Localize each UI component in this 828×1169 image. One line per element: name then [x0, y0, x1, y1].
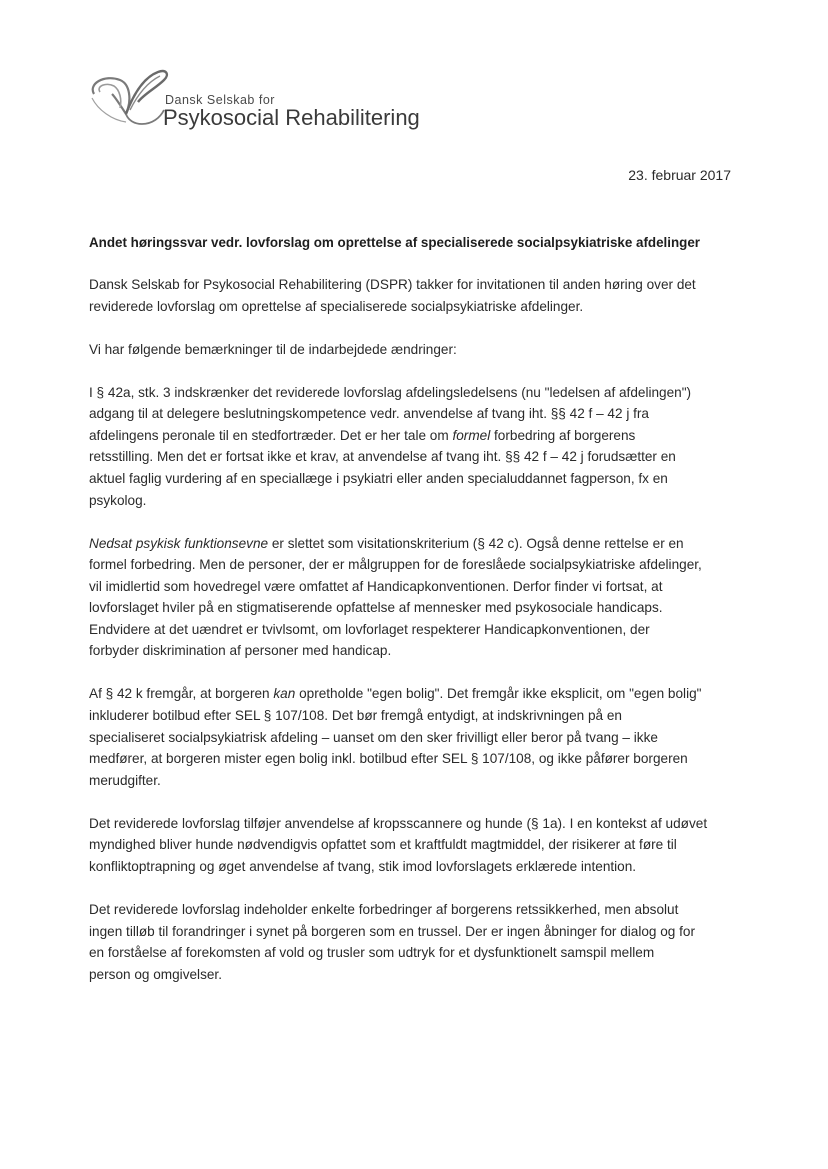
text-segment: er slettet som visitationskriterium (§ 42 c). Også denne rettelse er en	[268, 535, 684, 551]
text-line: reviderede lovforslag om oprettelse af specialiserede socialpsykiatriske afdelinger.	[89, 298, 584, 314]
text-segment: Af § 42 k fremgår, at borgeren	[89, 686, 274, 702]
text-line: Det reviderede lovforslag tilføjer anvendelse af kropsscannere og hunde (§ 1a). I en kontekst af udøvet	[89, 815, 708, 831]
text-line: I § 42a, stk. 3 indskrænker det reviderede lovforslag afdelingsledelsens (nu "ledelsen af afdelingen")	[89, 384, 692, 400]
text-line: ingen tilløb til forandringer i synet på borgeren som en trussel. Der er ingen åbninger for dialog og for	[89, 923, 696, 939]
text-segment: afdelingens peronale til en stedfortræder. Det er her tale om	[89, 427, 453, 443]
letterhead-logo	[86, 64, 420, 134]
text-line: aktuel faglig vurdering af en speciallæge i psykiatri eller anden specialuddannet fagperson, fx en	[89, 470, 668, 486]
letter-body	[89, 274, 749, 1007]
paragraph-section-42a	[89, 382, 749, 512]
text-line: Dansk Selskab for Psykosocial Rehabilitering (DSPR) takker for invitationen til anden høring over det	[89, 277, 696, 292]
org-name-small: Dansk Selskab for	[165, 93, 275, 107]
text-line: konfliktoptrapning og øget anvendelse af tvang, stik imod lovforslagets erklærede intention.	[89, 859, 637, 875]
text-line: adgang til at delegere beslutningskompetence vedr. anvendelse af tvang iht. §§ 42 f – 42 j fra	[89, 406, 649, 422]
text-line: retsstilling. Men det er fortsat ikke et krav, at anvendelse af tvang iht. §§ 42 f – 42 j forudsætter en	[89, 449, 676, 465]
paragraph-remarks-lead	[89, 339, 749, 361]
paragraph-intro	[89, 274, 749, 317]
letter-date: 23. februar 2017	[628, 167, 731, 183]
text-line: medfører, at borgeren mister egen bolig inkl. botilbud efter SEL § 107/108, og ikke påfører borgeren	[89, 751, 688, 767]
text-line: Endvidere at det uændret er tvivlsomt, om lovforlaget respekterer Handicapkonventionen, der	[89, 621, 650, 637]
text-line	[89, 428, 635, 443]
text-line: formel forbedring. Men de personer, der er målgruppen for de foreslåede socialpsykiatriske afdelinger,	[89, 557, 702, 573]
text-line: person og omgivelser.	[89, 966, 222, 982]
text-line: myndighed bliver hunde nødvendigvis opfattet som et kraftfuldt magtmiddel, der risikerer at føre til	[89, 837, 677, 853]
text-line: lovforslaget hviler på en stigmatiserende opfattelse af mennesker med psykosociale handicaps.	[89, 600, 663, 616]
text-line: forbyder diskrimination af personer med handicap.	[89, 643, 392, 659]
text-line	[89, 686, 701, 701]
text-line: psykolog.	[89, 492, 147, 508]
letter-subject: Andet høringssvar vedr. lovforslag om oprettelse af specialiserede socialpsykiatriske afdelinger	[89, 235, 700, 250]
text-line: Vi har følgende bemærkninger til de indarbejdede ændringer:	[89, 341, 457, 357]
text-line: inkluderer botilbud efter SEL § 107/108. Det bør fremgå entydigt, at indskrivningen på en	[89, 708, 622, 724]
text-line: merudgifter.	[89, 772, 161, 788]
paragraph-kropsscannere	[89, 813, 749, 878]
text-segment: opretholde "egen bolig". Det fremgår ikke eksplicit, om "egen bolig"	[295, 686, 702, 702]
text-line: vil imidlertid som hovedregel være omfattet af Handicapkonventionen. Derfor finder vi fortsat, at	[89, 578, 663, 594]
text-segment: forbedring af borgerens	[490, 427, 636, 443]
paragraph-egen-bolig	[89, 683, 749, 791]
paragraph-visitation	[89, 533, 749, 663]
text-line	[89, 536, 684, 551]
emphasis-nedsat: Nedsat psykisk funktionsevne	[89, 535, 269, 551]
text-line: en forståelse af forekomsten af vold og trusler som udtryk for et dysfunktionelt samspil mellem	[89, 945, 655, 961]
emphasis-formel: formel	[452, 427, 491, 443]
text-line: specialiseret socialpsykiatrisk afdeling – uanset om den sker frivilligt eller beror på tvang – ikke	[89, 729, 658, 745]
paragraph-conclusion	[89, 899, 749, 985]
org-name-large: Psykosocial Rehabilitering	[163, 105, 420, 130]
text-line: Det reviderede lovforslag indeholder enkelte forbedringer af borgerens retssikkerhed, men absolut	[89, 902, 679, 917]
emphasis-kan: kan	[273, 686, 296, 702]
